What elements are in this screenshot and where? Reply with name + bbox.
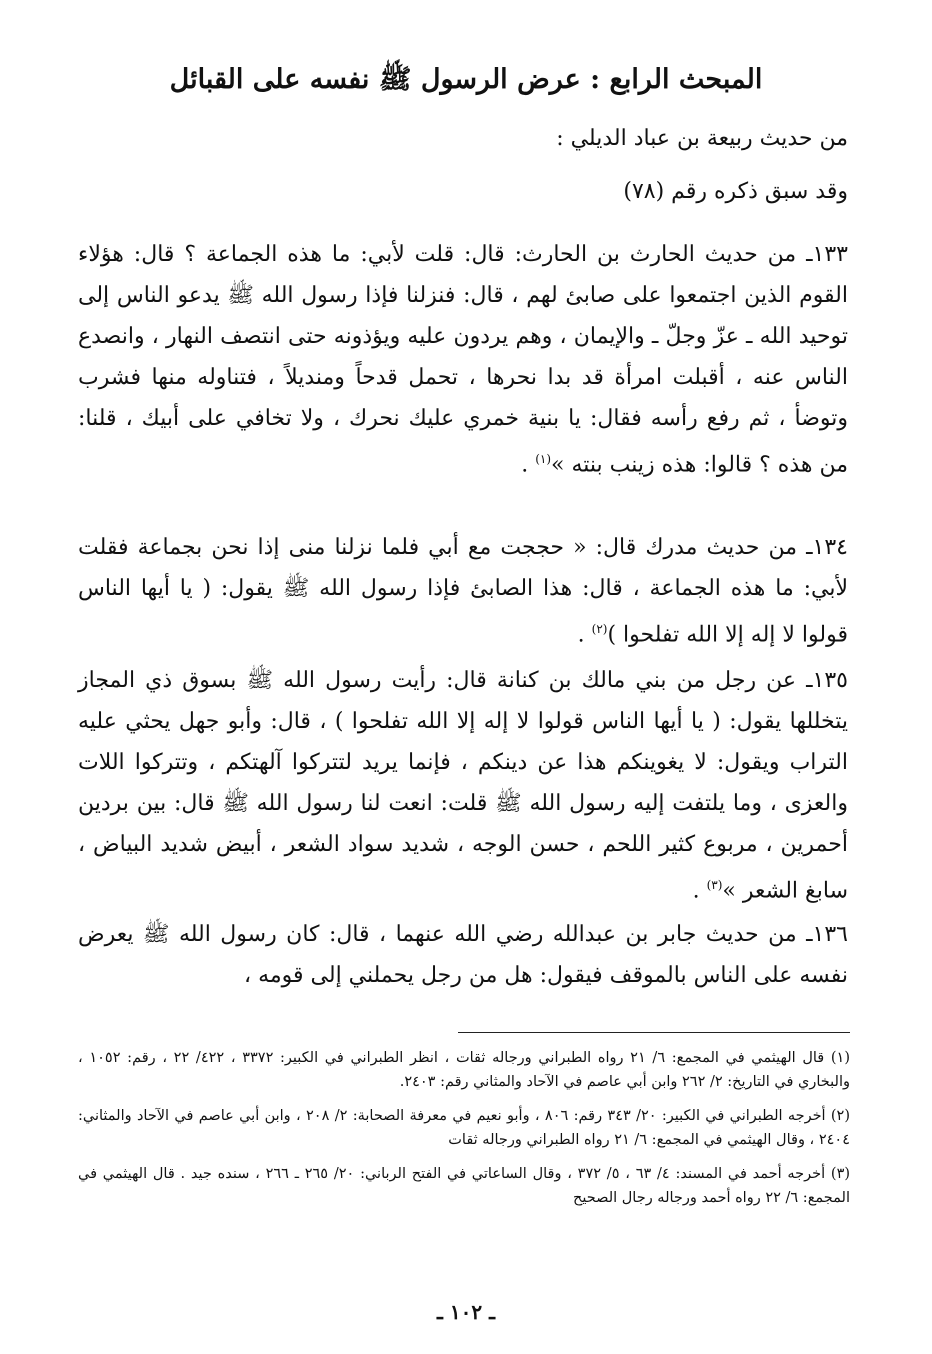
- footnote-marker: (٢): [591, 622, 608, 636]
- hadith-135: ١٣٥ـ عن رجل من بني مالك بن كنانة قال: رأيت رسول الله ﷺ بسوق ذي المجاز يتخللها يقول: ( يا أيها الناس قولوا لا إله إلا الله تفلحوا ) ، قال: وأبو جهل يحثي عليه التراب ويقول: لا يغوينكم هذا عن دينكم ، فإنما يريد لتتركوا آلهتكم ، وتتركوا اللات والعزى ، وما يلتفت إليه رسول الله ﷺ قلت: انعت لنا رسول الله ﷺ قال: بين بردين أحمرين ، مربوع كثير اللحم ، حسن الوجه ، شديد سواد الشعر ، أبيض شديد البياض ، سابغ الشعر »$^{(٣)}$ .: [78, 668, 848, 904]
- hadith-text: ١٣٣ـ من حديث الحارث بن الحارث: قال: قلت لأبي: ما هذه الجماعة ؟ قال: هؤلاء القوم الذين اجتمعوا على صابئ لهم ، قال: فنزلنا فإذا رسول الله ﷺ يدعو الناس إلى توحيد الله ـ عزّ وجلّ ـ والإيمان ، وهم يردون عليه ويؤذونه حتى انتصف النهار ، وانصدع الناس عنه ، أقبلت امرأة قد بدا نحرها ، تحمل قدحاً ومنديلاً ، فتناوله منها فشرب وتوضأ ، ثم رفع رأسه فقال: يا بنية خمري عليك نحرك ، ولا تخافي على أبيك ، قلنا: من هذه ؟ قالوا: هذه زينب بنته »: [78, 242, 848, 478]
- intro-block: [78, 118, 848, 212]
- footnote-marker: (١): [535, 452, 552, 466]
- section-title: المبحث الرابع : عرض الرسول ﷺ نفسه على القبائل: [169, 64, 763, 95]
- page-number: ـ ١٠٢ ـ: [437, 1300, 495, 1324]
- footnote-divider: [458, 1032, 850, 1033]
- intro-line-2: وقد سبق ذكره رقم (٧٨): [623, 179, 848, 204]
- hadith-134: ١٣٤ـ من حديث مدرك قال: « حججت مع أبي فلما نزلنا منى إذا نحن بجماعة فقلت لأبي: ما هذه الجماعة ، قال: هذا الصابئ فإذا رسول الله ﷺ يقول: ( يا أيها الناس قولوا لا إله إلا الله تفلحوا )$^{(٢)}$ .: [78, 535, 848, 648]
- footnote-2: (٢) أخرجه الطبراني في الكبير: ٢٠/ ٣٤٣ رقم: ٨٠٦ ، وأبو نعيم في معرفة الصحابة: ٢/ ٢٠٨ ، وابن أبي عاصم في الآحاد والمثاني: ٢٤٠٤ ، وقال الهيثمي في المجمع: ٦/ ٢١ رواه الطبراني ورجاله ثقات: [78, 1108, 851, 1148]
- footnotes: [78, 1046, 850, 1220]
- footnote-marker: (٣): [706, 878, 723, 892]
- intro-line-1: من حديث ربيعة بن عباد الديلي :: [556, 126, 848, 151]
- hadith-text: ١٣٦ـ من حديث جابر بن عبدالله رضي الله عنهما ، قال: كان رسول الله ﷺ يعرض نفسه على الناس بالموقف فيقول: هل من رجل يحملني إلى قومه ،: [78, 922, 848, 988]
- hadith-text: ١٣٤ـ من حديث مدرك قال: « حججت مع أبي فلما نزلنا منى إذا نحن بجماعة فقلت لأبي: ما هذه الجماعة ، قال: هذا الصابئ فإذا رسول الله ﷺ يقول: ( يا أيها الناس قولوا لا إله إلا الله تفلحوا ): [78, 535, 848, 648]
- hadith-text: ١٣٥ـ عن رجل من بني مالك بن كنانة قال: رأيت رسول الله ﷺ بسوق ذي المجاز يتخللها يقول: ( يا أيها الناس قولوا لا إله إلا الله تفلحوا ) ، قال: وأبو جهل يحثي عليه التراب ويقول: لا يغوينكم هذا عن دينكم ، فإنما يريد لتتركوا آلهتكم ، وتتركوا اللات والعزى ، وما يلتفت إليه رسول الله ﷺ قلت: انعت لنا رسول الله ﷺ قال: بين بردين أحمرين ، مربوع كثير اللحم ، حسن الوجه ، شديد سواد الشعر ، أبيض شديد البياض ، سابغ الشعر »: [78, 668, 848, 904]
- footnote-3: (٣) أخرجه أحمد في المسند: ٤/ ٦٣ ، ٥/ ٣٧٢ ، وقال الساعاتي في الفتح الرباني: ٢٠/ ٢٦٥ ـ ٢٦٦ ، سنده جيد . قال الهيثمي في المجمع: ٦/ ٢٢ رواه أحمد ورجاله رجال الصحيح: [78, 1166, 851, 1206]
- hadith-133: ١٣٣ـ من حديث الحارث بن الحارث: قال: قلت لأبي: ما هذه الجماعة ؟ قال: هؤلاء القوم الذين اجتمعوا على صابئ لهم ، قال: فنزلنا فإذا رسول الله ﷺ يدعو الناس إلى توحيد الله ـ عزّ وجلّ ـ والإيمان ، وهم يردون عليه ويؤذونه حتى انتصف النهار ، وانصدع الناس عنه ، أقبلت امرأة قد بدا نحرها ، تحمل قدحاً ومنديلاً ، فتناوله منها فشرب وتوضأ ، ثم رفع رأسه فقال: يا بنية خمري عليك نحرك ، ولا تخافي على أبيك ، قلنا: من هذه ؟ قالوا: هذه زينب بنته »$^{(١)}$ .: [78, 242, 848, 478]
- hadith-136: [78, 914, 848, 996]
- footnote-1: (١) قال الهيثمي في المجمع: ٦/ ٢١ رواه الطبراني ورجاله ثقات ، انظر الطبراني في الكبير: ٣٣٧٢ ، ٤٢٢/ ٢٢ ، رقم: ١٠٥٢ ، والبخاري في التاريخ: ٢/ ٢٦٢ وابن أبي عاصم في الآحاد والمثاني رقم: ٢٤٠٣.: [78, 1050, 850, 1090]
